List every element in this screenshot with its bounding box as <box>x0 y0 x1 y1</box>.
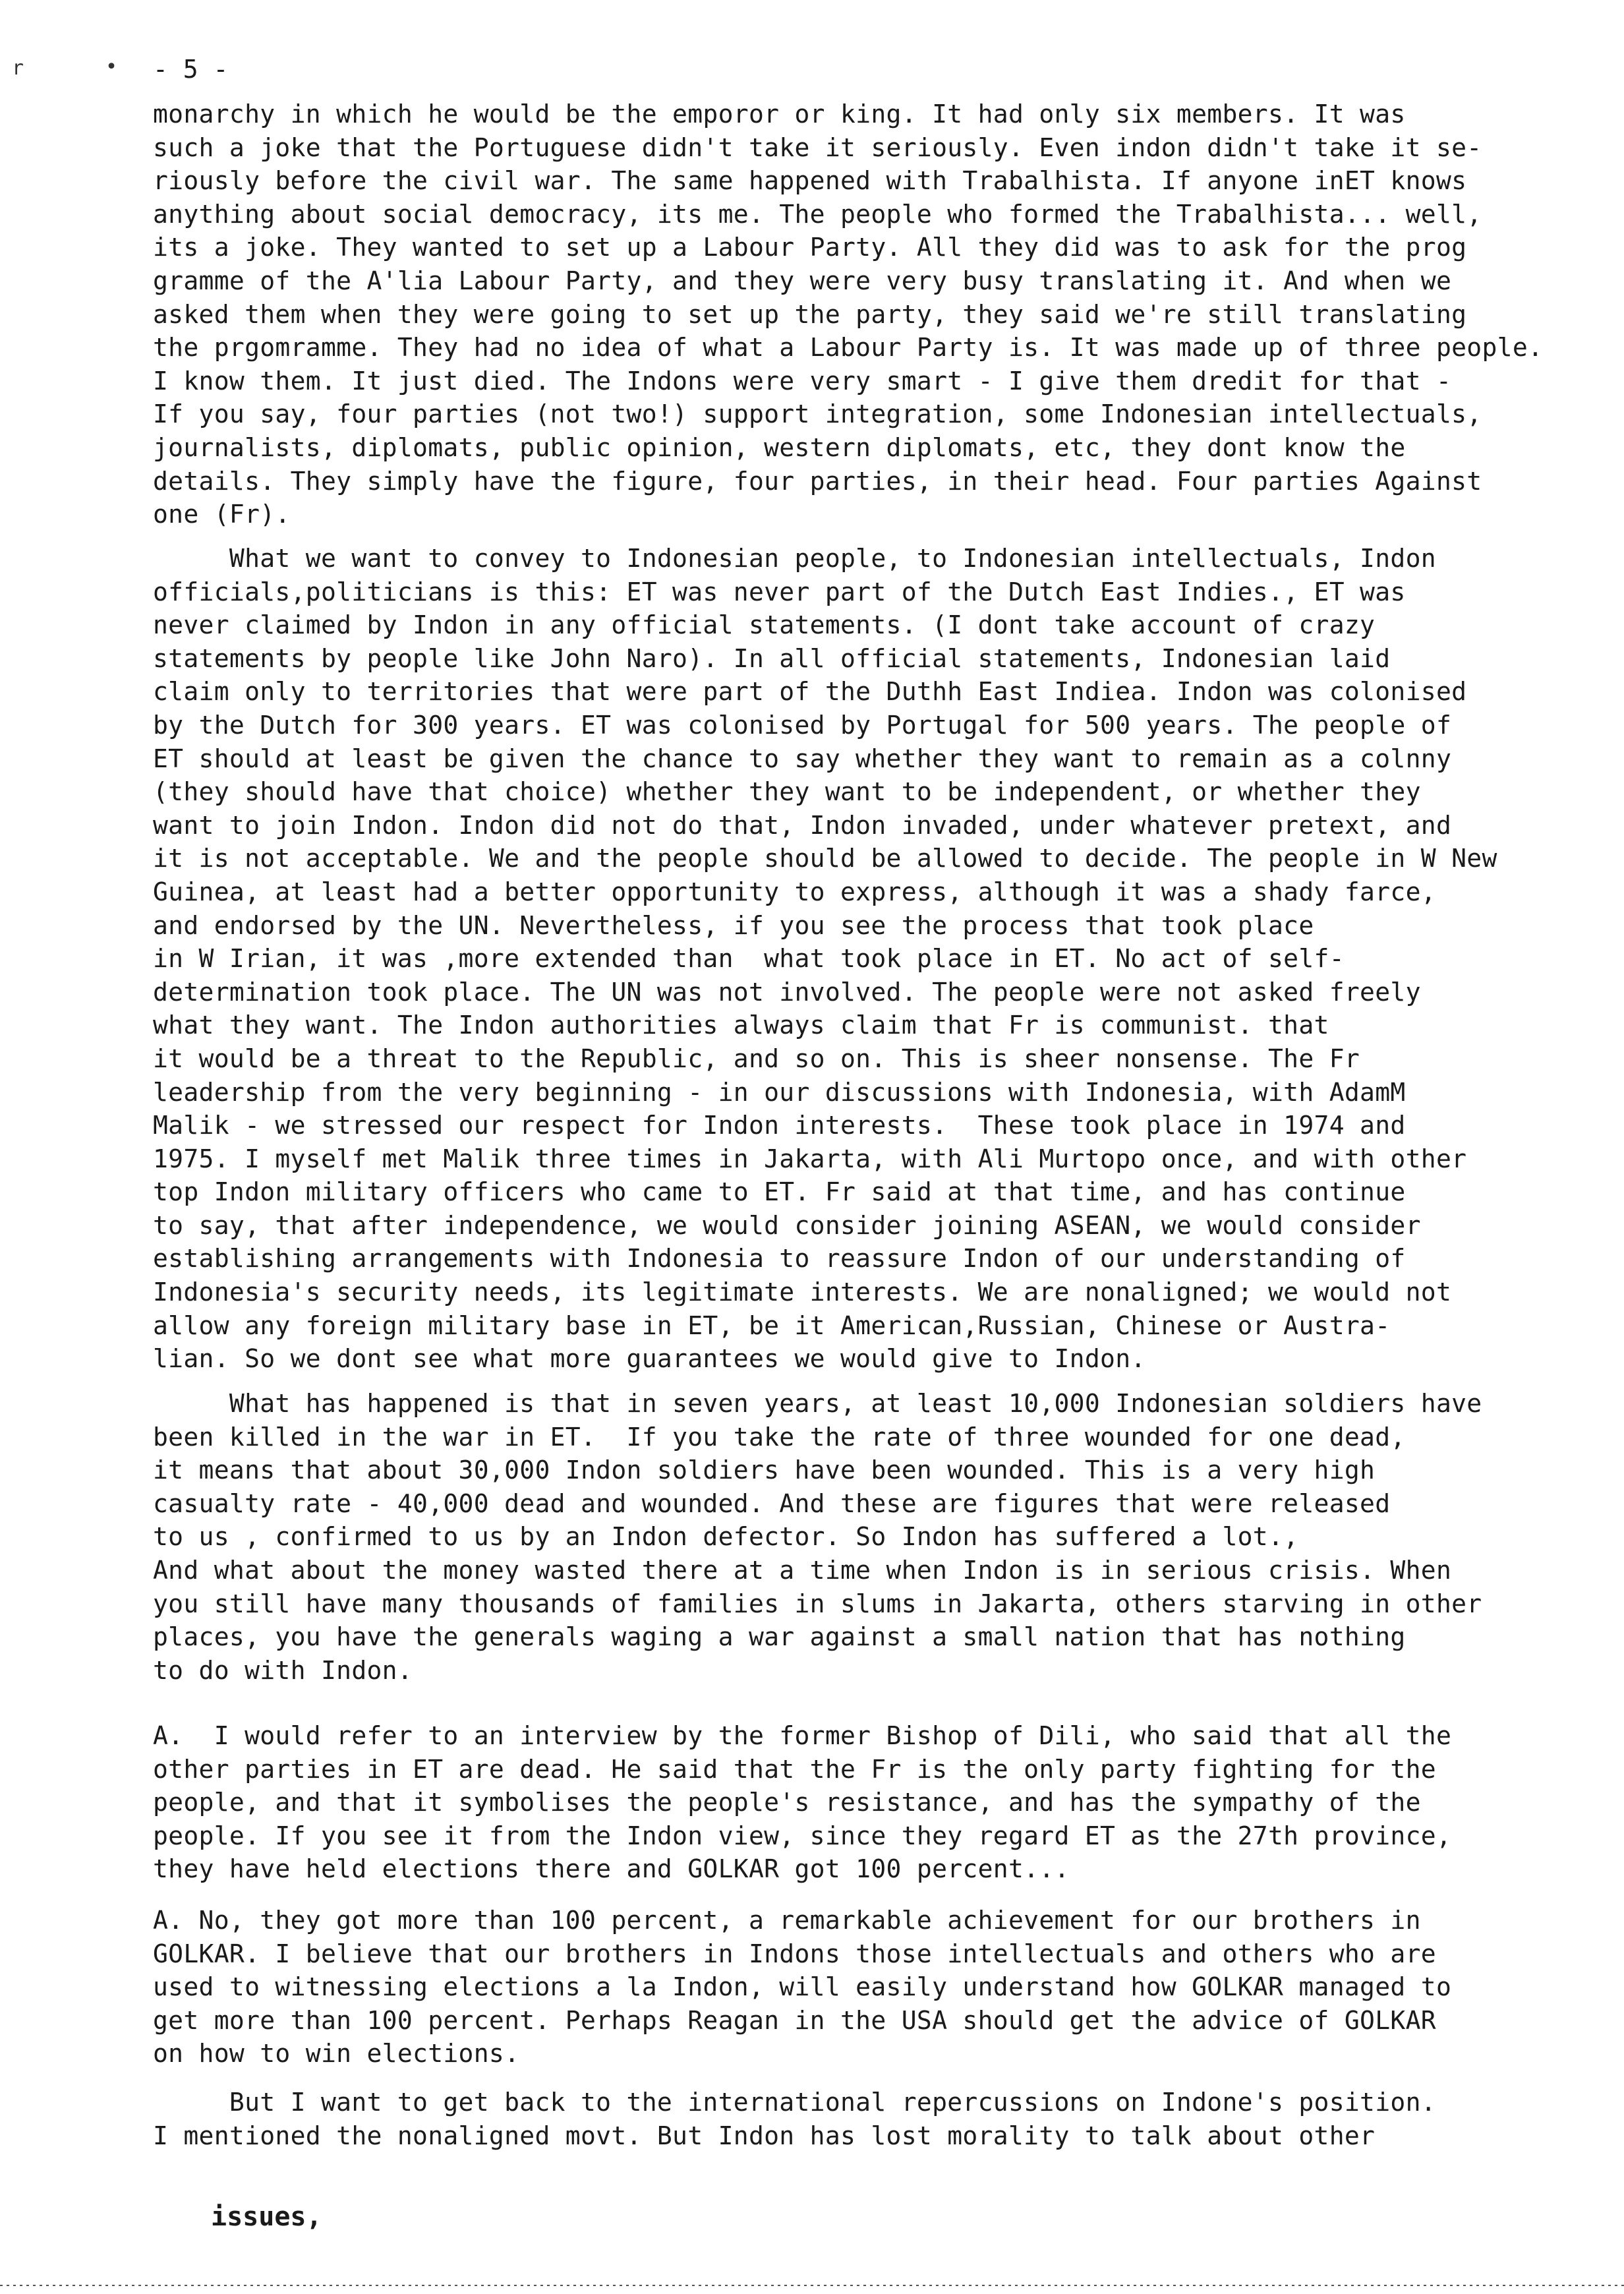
paragraph-5 <box>153 1904 1603 2071</box>
text-line: it is not acceptable. We and the people should be allowed to decide. The people in W New <box>153 844 1497 873</box>
text-line: monarchy in which he would be the emporor or king. It had only six members. It was <box>153 100 1406 129</box>
text-line: on how to win elections. <box>153 2039 520 2069</box>
text-line: to do with Indon. <box>153 1655 413 1685</box>
margin-mark-dot: • <box>105 55 118 78</box>
text-line: other parties in ET are dead. He said that the Fr is the only party fighting for the <box>153 1754 1436 1784</box>
text-line: asked them when they were going to set up the party, they said we're still translating <box>153 299 1467 329</box>
text-line: Guinea, at least had a better opportunity to express, although it was a shady farce, <box>153 877 1436 906</box>
text-line: If you say, four parties (not two!) support integration, some Indonesian intellectuals, <box>153 399 1482 429</box>
paragraph-6 <box>153 2086 1603 2152</box>
text-line: details. They simply have the figure, four parties, in their head. Four parties Against <box>153 466 1482 496</box>
text-line: and endorsed by the UN. Nevertheless, if you see the process that took place <box>153 910 1314 940</box>
text-line: anything about social democracy, its me. The people who formed the Trabalhista... well, <box>153 199 1482 229</box>
text-line: ET should at least be given the chance to say whether they want to remain as a colnny <box>153 744 1452 773</box>
text-line: GOLKAR. I believe that our brothers in Indons those intellectuals and others who are <box>153 1939 1436 1968</box>
paragraph-2 <box>153 542 1603 1376</box>
text-line: officials,politicians is this: ET was never part of the Dutch East Indies., ET was <box>153 577 1406 606</box>
text-line: 1975. I myself met Malik three times in Jakarta, with Ali Murtopo once, and with other <box>153 1144 1467 1173</box>
footer-fragment: issues, <box>211 2202 322 2232</box>
text-line: Indonesia's security needs, its legitimate interests. We are nonaligned; we would not <box>153 1278 1452 1307</box>
text-line: one (Fr). <box>153 500 291 529</box>
text-line: its a joke. They wanted to set up a Labour Party. All they did was to ask for the prog <box>153 233 1467 262</box>
text-line: Malik - we stressed our respect for Indon interests. These took place in 1974 and <box>153 1111 1406 1140</box>
text-line: allow any foreign military base in ET, be it American,Russian, Chinese or Austra- <box>153 1310 1391 1340</box>
page-number: - 5 - <box>153 55 229 84</box>
paragraph-3 <box>153 1387 1603 1687</box>
text-line: it means that about 30,000 Indon soldiers have been wounded. This is a very high <box>153 1456 1376 1485</box>
text-line: A. No, they got more than 100 percent, a remarkable achievement for our brothers in <box>153 1906 1421 1935</box>
text-line: by the Dutch for 300 years. ET was colonised by Portugal for 500 years. The people of <box>153 710 1452 740</box>
text-line: what they want. The Indon authorities always claim that Fr is communist. that <box>153 1011 1329 1040</box>
text-line: such a joke that the Portuguese didn't take it seriously. Even indon didn't take it se- <box>153 132 1482 162</box>
text-line: people, and that it symbolises the people's resistance, and has the sympathy of the <box>153 1788 1421 1817</box>
text-line: And what about the money wasted there at a time when Indon is in serious crisis. When <box>153 1555 1452 1585</box>
text-line: been killed in the war in ET. If you take the rate of three wounded for one dead, <box>153 1422 1406 1452</box>
text-line: the prgomramme. They had no idea of what a Labour Party is. It was made up of three people. <box>153 333 1544 363</box>
text-line: people. If you see it from the Indon view, since they regard ET as the 27th province, <box>153 1821 1452 1850</box>
text-line: But I want to get back to the international repercussions on Indone's position. <box>153 2088 1436 2117</box>
text-line: never claimed by Indon in any official statements. (I dont take account of crazy <box>153 610 1376 640</box>
text-line: establishing arrangements with Indonesia to reassure Indon of our understanding of <box>153 1244 1406 1274</box>
text-line: casualty rate - 40,000 dead and wounded. And these are figures that were released <box>153 1488 1391 1518</box>
text-line: riously before the civil war. The same happened with Trabalhista. If anyone inET knows <box>153 166 1467 196</box>
text-line: What we want to convey to Indonesian people, to Indonesian intellectuals, Indon <box>153 544 1436 573</box>
text-line: places, you have the generals waging a war against a small nation that has nothing <box>153 1622 1406 1652</box>
text-line: statements by people like John Naro). In all official statements, Indonesian laid <box>153 643 1391 673</box>
paragraph-4 <box>153 1719 1603 1886</box>
text-line: A. I would refer to an interview by the former Bishop of Dili, who said that all the <box>153 1721 1452 1750</box>
text-line: I know them. It just died. The Indons were very smart - I give them dredit for that - <box>153 366 1452 396</box>
text-line: I mentioned the nonaligned movt. But Indon has lost morality to talk about other <box>153 2121 1376 2150</box>
text-line: leadership from the very beginning - in our discussions with Indonesia, with AdamM <box>153 1077 1406 1107</box>
text-line: they have held elections there and GOLKAR got 100 percent... <box>153 1854 1070 1884</box>
bottom-rule <box>0 2285 1624 2286</box>
text-line: it would be a threat to the Republic, and so on. This is sheer nonsense. The Fr <box>153 1044 1360 1073</box>
text-line: determination took place. The UN was not involved. The people were not asked freely <box>153 977 1421 1007</box>
text-line: claim only to territories that were part of the Duthh East Indiea. Indon was colonised <box>153 677 1467 707</box>
text-line: top Indon military officers who came to ET. Fr said at that time, and has continue <box>153 1177 1406 1207</box>
text-line: lian. So we dont see what more guarantees we would give to Indon. <box>153 1344 1146 1374</box>
text-line: in W Irian, it was ,more extended than what took place in ET. No act of self- <box>153 944 1345 974</box>
text-line: journalists, diplomats, public opinion, western diplomats, etc, they dont know the <box>153 432 1406 462</box>
text-line: want to join Indon. Indon did not do that, Indon invaded, under whatever pretext, and <box>153 810 1452 840</box>
text-line: get more than 100 percent. Perhaps Reagan in the USA should get the advice of GOLKAR <box>153 2005 1436 2035</box>
text-line: used to witnessing elections a la Indon, will easily understand how GOLKAR managed to <box>153 1972 1452 2002</box>
text-line: to us , confirmed to us by an Indon defector. So Indon has suffered a lot., <box>153 1522 1299 1552</box>
paragraph-1 <box>153 98 1603 531</box>
text-line: to say, that after independence, we would consider joining ASEAN, we would consider <box>153 1210 1421 1240</box>
text-line: (they should have that choice) whether they want to be independent, or whether they <box>153 777 1421 807</box>
text-line: gramme of the A'lia Labour Party, and they were very busy translating it. And when we <box>153 266 1452 295</box>
margin-mark-left: r <box>12 57 24 80</box>
text-line: What has happened is that in seven years, at least 10,000 Indonesian soldiers have <box>153 1389 1482 1418</box>
text-line: you still have many thousands of families in slums in Jakarta, others starving in other <box>153 1589 1482 1618</box>
